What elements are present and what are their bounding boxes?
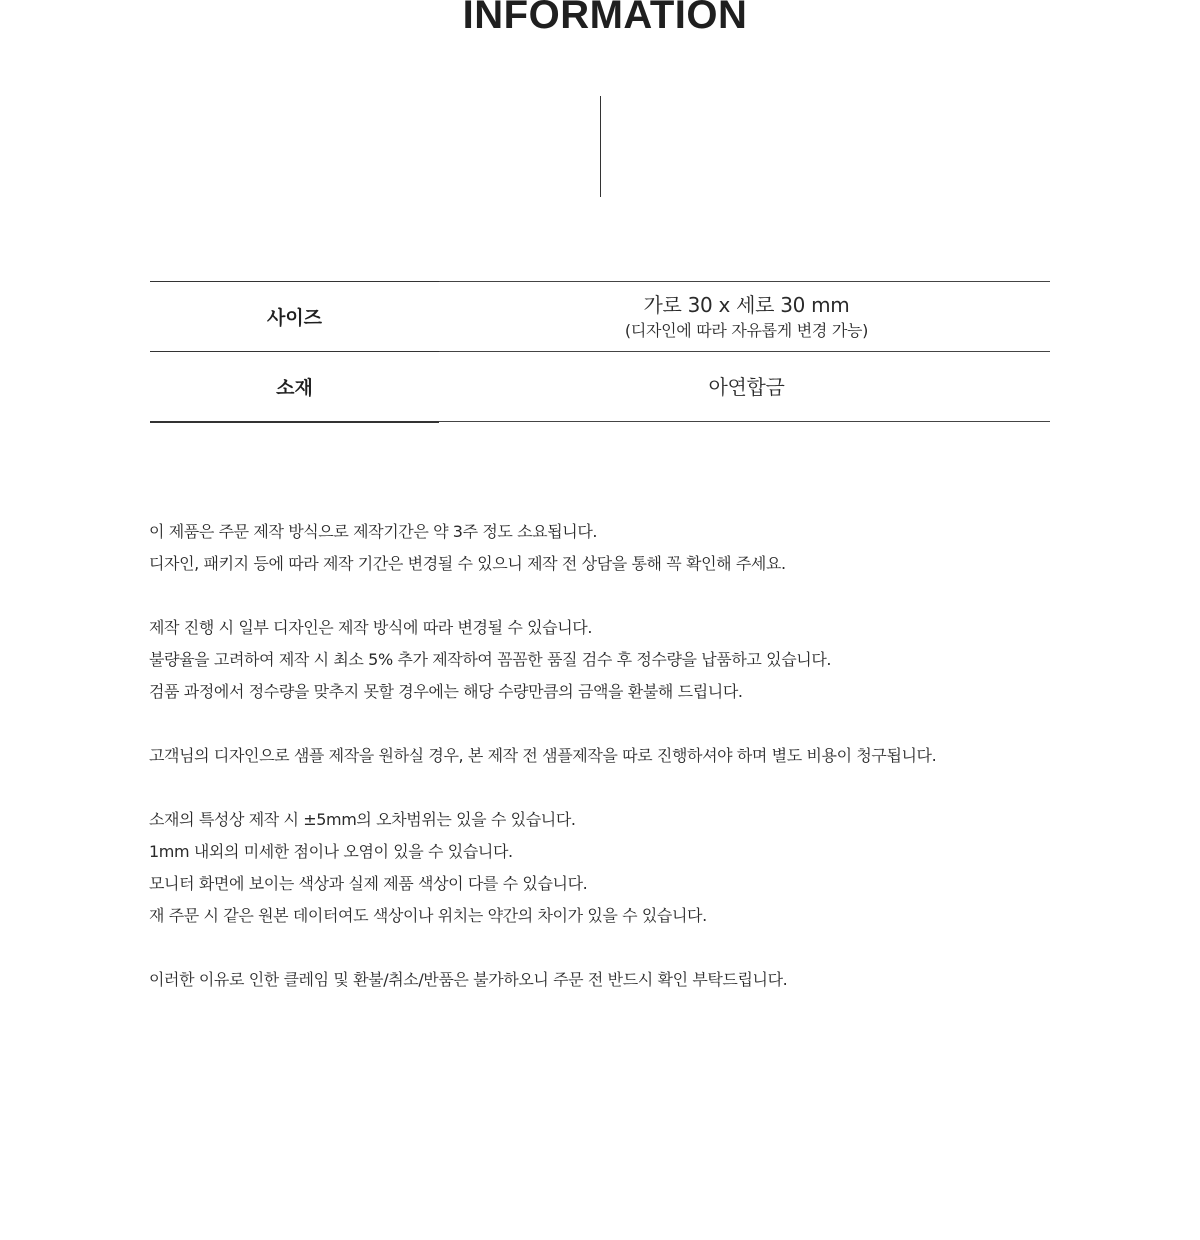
size-note: (디자인에 따라 자유롭게 변경 가능): [624, 320, 869, 340]
page-title: INFORMATION: [462, 0, 748, 37]
vertical-divider: [600, 96, 601, 197]
notice-text: [149, 516, 1109, 996]
material-value: 아연합금: [708, 374, 785, 399]
spec-row-material: [150, 351, 1050, 421]
spec-value-material: [439, 352, 1050, 421]
spec-label-material: 소재: [150, 351, 439, 421]
notice-line: 검품 과정에서 정수량을 맞추지 못할 경우에는 해당 수량만큼의 금액을 환불해 드립니다.: [149, 682, 743, 701]
notice-line: 이 제품은 주문 제작 방식으로 제작기간은 약 3주 정도 소요됩니다.: [149, 522, 598, 541]
notice-line: 고객님의 디자인으로 샘플 제작을 원하실 경우, 본 제작 전 샘플제작을 따로 진행하셔야 하며 별도 비용이 청구됩니다.: [149, 746, 937, 765]
size-value: 가로 30 x 세로 30 mm: [643, 292, 850, 317]
table-bottom-label-rule: [150, 421, 439, 423]
notice-line: 재 주문 시 같은 원본 데이터여도 색상이나 위치는 약간의 차이가 있을 수 있습니다.: [149, 906, 707, 925]
spec-table: [150, 281, 1050, 421]
spec-row-size: [150, 281, 1050, 351]
notice-line: 제작 진행 시 일부 디자인은 제작 방식에 따라 변경될 수 있습니다.: [149, 618, 593, 637]
spec-value-size: [439, 282, 1050, 351]
notice-line: 불량율을 고려하여 제작 시 최소 5% 추가 제작하여 꼼꼼한 품질 검수 후 정수량을 납품하고 있습니다.: [149, 650, 832, 669]
notice-line: 1mm 내외의 미세한 점이나 오염이 있을 수 있습니다.: [149, 842, 513, 861]
notice-line: 디자인, 패키지 등에 따라 제작 기간은 변경될 수 있으니 제작 전 상담을 통해 꼭 확인해 주세요.: [149, 554, 786, 573]
notice-line: 이러한 이유로 인한 클레임 및 환불/취소/반품은 불가하오니 주문 전 반드시 확인 부탁드립니다.: [149, 970, 788, 989]
spec-label-size: 사이즈: [150, 281, 439, 351]
notice-line: 모니터 화면에 보이는 색상과 실제 제품 색상이 다를 수 있습니다.: [149, 874, 588, 893]
notice-line: 소재의 특성상 제작 시 ±5mm의 오차범위는 있을 수 있습니다.: [149, 810, 576, 829]
